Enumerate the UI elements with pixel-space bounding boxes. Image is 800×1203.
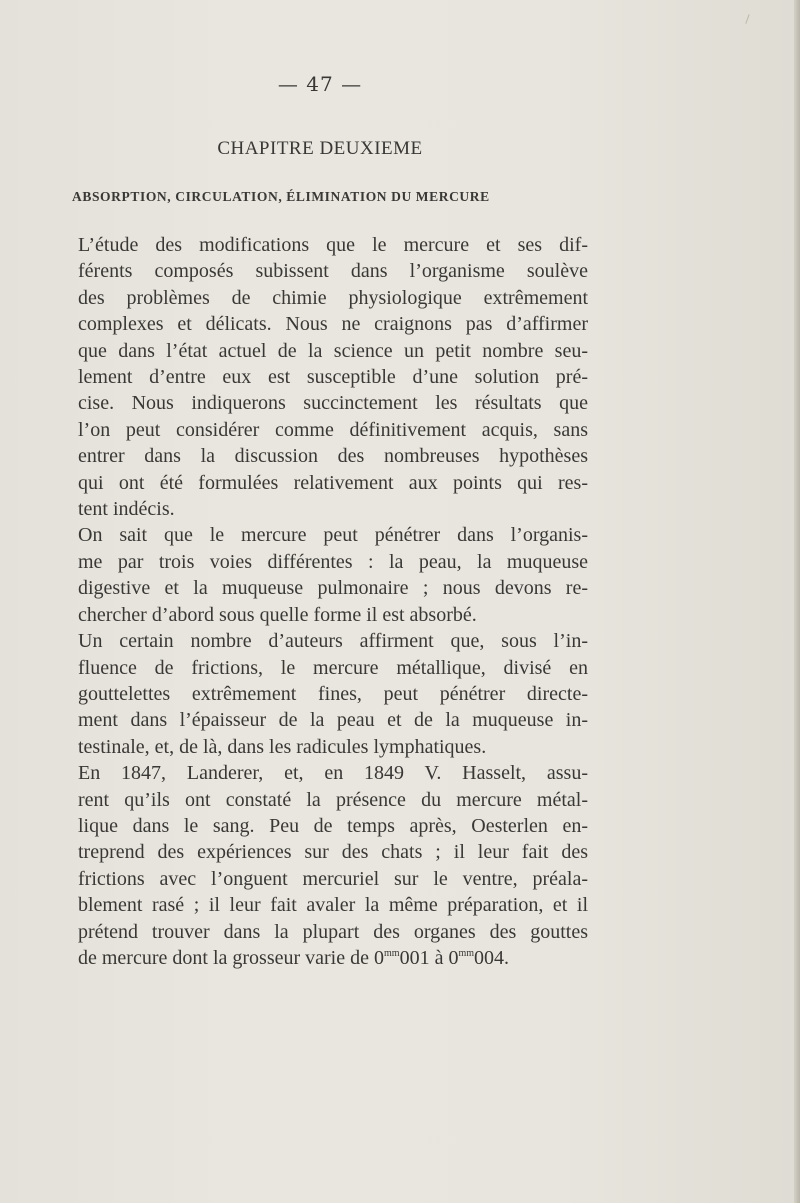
text-fragment: de mercure dont la grosseur varie de 0 [78,946,384,969]
text-line: treprend des expériences sur des chats ; il leur fait des [78,841,588,864]
text-fragment: 004. [474,946,510,969]
text-line: prétend trouver dans la plupart des organes des gouttes [78,920,588,943]
text-line: l’on peut considérer comme définitivement acquis, sans [78,418,588,441]
text-line: Un certain nombre d’auteurs affirment que, sous l’in- [78,630,588,653]
text-line: férents composés subissent dans l’organisme soulève [78,260,588,283]
text-line: complexes et délicats. Nous ne craignons pas d’affirmer [78,313,588,336]
unit-superscript: mm [458,947,475,959]
page-edge [794,0,800,1203]
text-line-last [78,945,588,971]
page-number: — 47 — [277,72,363,96]
text-line: gouttelettes extrêmement fines, peut pénétrer directe- [78,682,588,705]
page-mark [745,14,749,24]
text-line: blement rasé ; il leur fait avaler la même préparation, et il [78,894,588,917]
text-line: lement d’entre eux est susceptible d’une solution pré- [78,366,588,389]
text-line: ment dans l’épaisseur de la peau et de la muqueuse in- [78,709,588,732]
unit-superscript: mm [384,947,400,959]
text-line: testinale, et, de là, dans les radicules lymphatiques. [78,735,487,758]
section-title: ABSORPTION, CIRCULATION, ÉLIMINATION DU MERCURE [72,189,490,204]
text-line: On sait que le mercure peut pénétrer dans l’organis- [78,524,588,547]
text-line: frictions avec l’onguent mercuriel sur le ventre, préala- [78,867,588,890]
text-line: qui ont été formulées relativement aux points qui res- [78,471,588,494]
text-line: fluence de frictions, le mercure métallique, divisé en [78,656,588,679]
chapter-title: CHAPITRE DEUXIEME [217,138,423,159]
text-line: me par trois voies différentes : la peau, la muqueuse [78,550,588,573]
text-fragment: 001 à 0 [399,946,459,969]
text-line: tent indécis. [78,498,175,521]
text-line: cise. Nous indiquerons succinctement les résultats que [78,392,588,415]
text-line: que dans l’état actuel de la science un petit nombre seu- [78,339,588,362]
text-line: entrer dans la discussion des nombreuses hypothèses [78,445,588,468]
text-line: En 1847, Landerer, et, en 1849 V. Hasselt, assu- [78,762,588,785]
text-line: L’étude des modifications que le mercure et ses dif- [78,234,588,256]
text-line: des problèmes de chimie physiologique extrêmement [78,286,588,309]
text-line: lique dans le sang. Peu de temps après, Oesterlen en- [78,814,588,837]
text-line: digestive et la muqueuse pulmonaire ; nous devons re- [78,577,588,600]
body-text [78,232,588,971]
text-line: chercher d’abord sous quelle forme il est absorbé. [78,603,477,626]
text-line: rent qu’ils ont constaté la présence du mercure métal- [78,788,588,811]
